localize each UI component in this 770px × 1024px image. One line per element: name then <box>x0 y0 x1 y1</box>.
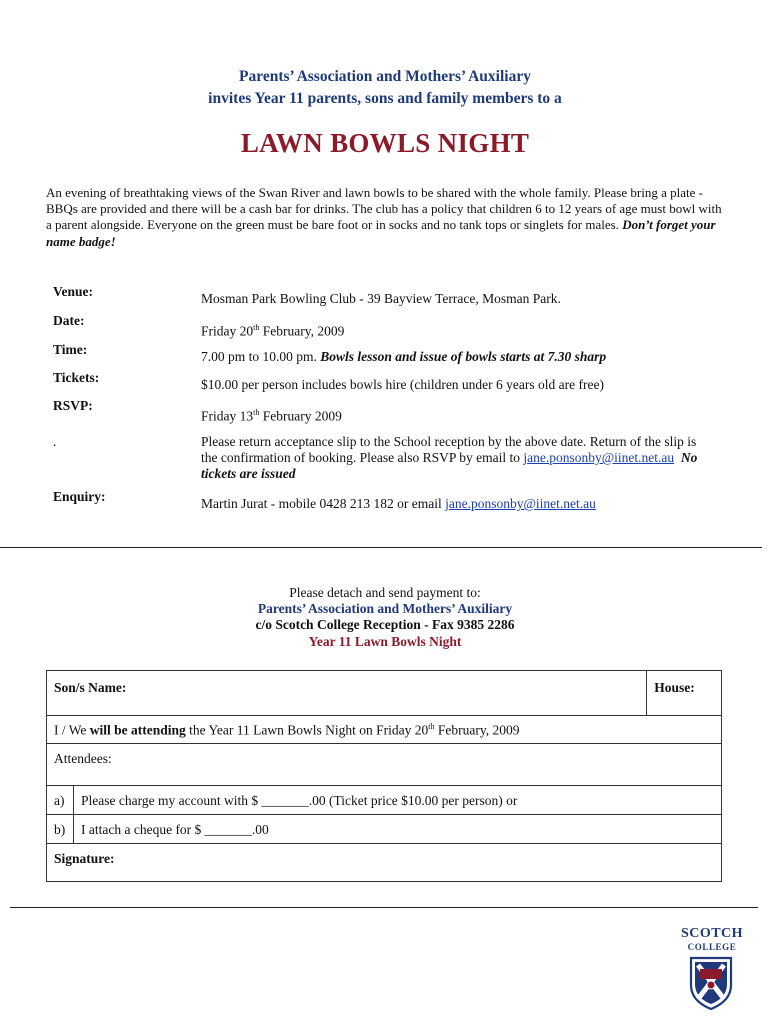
tickets-label: Tickets: <box>53 370 100 385</box>
date-pre: Friday 20 <box>201 323 254 339</box>
return-emphasis: No tickets are issued <box>201 450 698 481</box>
attending-bold: will be attending <box>89 722 186 738</box>
slip-line-1: Please detach and send payment to: <box>289 585 481 600</box>
rsvp-label: RSVP: <box>53 398 93 413</box>
header-line-2: invites Year 11 parents, sons and family members to a <box>208 90 562 107</box>
signature-field[interactable] <box>47 844 722 882</box>
intro-text: An evening of breathtaking views of the Swan River and lawn bowls to be shared with the whole family. Please bring a plate - BBQs are provided and there will be a cash bar for drinks. The club has a policy that children 6 to 12 years of age must bowl with a parent alongside. Everyone on the green must be bare foot or in socks and no tank tops or singlets for males. <box>46 185 722 233</box>
return-text: Please return acceptance slip to the School reception by the above date. Return of the slip is the confirmation of booking. Please also RSVP by email to <box>201 434 697 465</box>
detach-line <box>0 547 762 548</box>
attending-end: February, 2009 <box>434 722 520 738</box>
option-b-field[interactable] <box>74 815 722 844</box>
date-sup: th <box>253 323 260 332</box>
slip-line-2: Parents’ Association and Mothers’ Auxiliary <box>257 601 513 616</box>
house-label: House: <box>654 680 695 695</box>
attending-pre: I / We <box>54 722 90 738</box>
logo-line-1: SCOTCH <box>680 926 744 941</box>
rsvp-post: February 2009 <box>259 408 342 424</box>
return-email-link[interactable]: jane.ponsonby@iinet.net.au <box>523 450 675 465</box>
option-b-label: b) <box>47 815 74 844</box>
bottom-line <box>10 907 758 908</box>
slip-line-3: c/o Scotch College Reception - Fax 9385 2286 <box>255 617 515 632</box>
option-b-text: I attach a cheque for $ _______.00 <box>81 822 269 837</box>
reply-form <box>46 670 722 882</box>
option-a-label: a) <box>47 786 74 815</box>
intro-emphasis: Don’t forget your name badge! <box>46 217 716 249</box>
enquiry-text: Martin Jurat - mobile 0428 213 182 or email <box>201 496 442 511</box>
attendees-field[interactable] <box>47 744 722 786</box>
enquiry-value <box>201 496 721 512</box>
venue-value: Mosman Park Bowling Club - 39 Bayview Terrace, Mosman Park. <box>201 291 561 306</box>
enquiry-email-link[interactable]: jane.ponsonby@iinet.net.au <box>445 496 596 511</box>
dot-marker: . <box>53 434 57 449</box>
attending-sup: th <box>428 722 435 731</box>
date-value <box>201 320 721 340</box>
attending-post: the Year 11 Lawn Bowls Night on Friday 20 <box>185 722 429 738</box>
intro-paragraph <box>46 185 722 250</box>
sons-name-label: Son/s Name: <box>54 680 127 695</box>
school-crest-icon <box>686 955 736 1011</box>
date-label: Date: <box>53 313 85 328</box>
page-title: LAWN BOWLS NIGHT <box>240 128 530 158</box>
return-value <box>201 434 706 482</box>
tickets-value: $10.00 per person includes bowls hire (children under 6 years old are free) <box>201 377 604 392</box>
option-a-field[interactable] <box>74 786 722 815</box>
time-emphasis: Bowls lesson and issue of bowls starts at 7.30 sharp <box>320 349 607 364</box>
house-field[interactable] <box>647 671 722 716</box>
date-post: February, 2009 <box>259 323 345 339</box>
header-line-1: Parents’ Association and Mothers’ Auxiliary <box>239 68 531 85</box>
rsvp-value <box>201 405 721 425</box>
enquiry-label: Enquiry: <box>53 489 106 504</box>
signature-label: Signature: <box>54 851 115 866</box>
sons-name-field[interactable] <box>47 671 647 716</box>
attendees-label: Attendees: <box>54 751 112 766</box>
venue-label: Venue: <box>53 284 94 299</box>
logo-line-2: COLLEGE <box>687 942 737 952</box>
time-text: 7.00 pm to 10.00 pm. <box>201 349 317 364</box>
slip-line-4: Year 11 Lawn Bowls Night <box>308 634 462 649</box>
time-label: Time: <box>53 342 88 357</box>
time-value <box>201 349 721 365</box>
option-a-text: Please charge my account with $ _______.00 (Ticket price $10.00 per person) or <box>81 793 518 808</box>
rsvp-pre: Friday 13 <box>201 408 254 424</box>
attending-row <box>47 716 722 744</box>
rsvp-sup: th <box>253 408 260 417</box>
